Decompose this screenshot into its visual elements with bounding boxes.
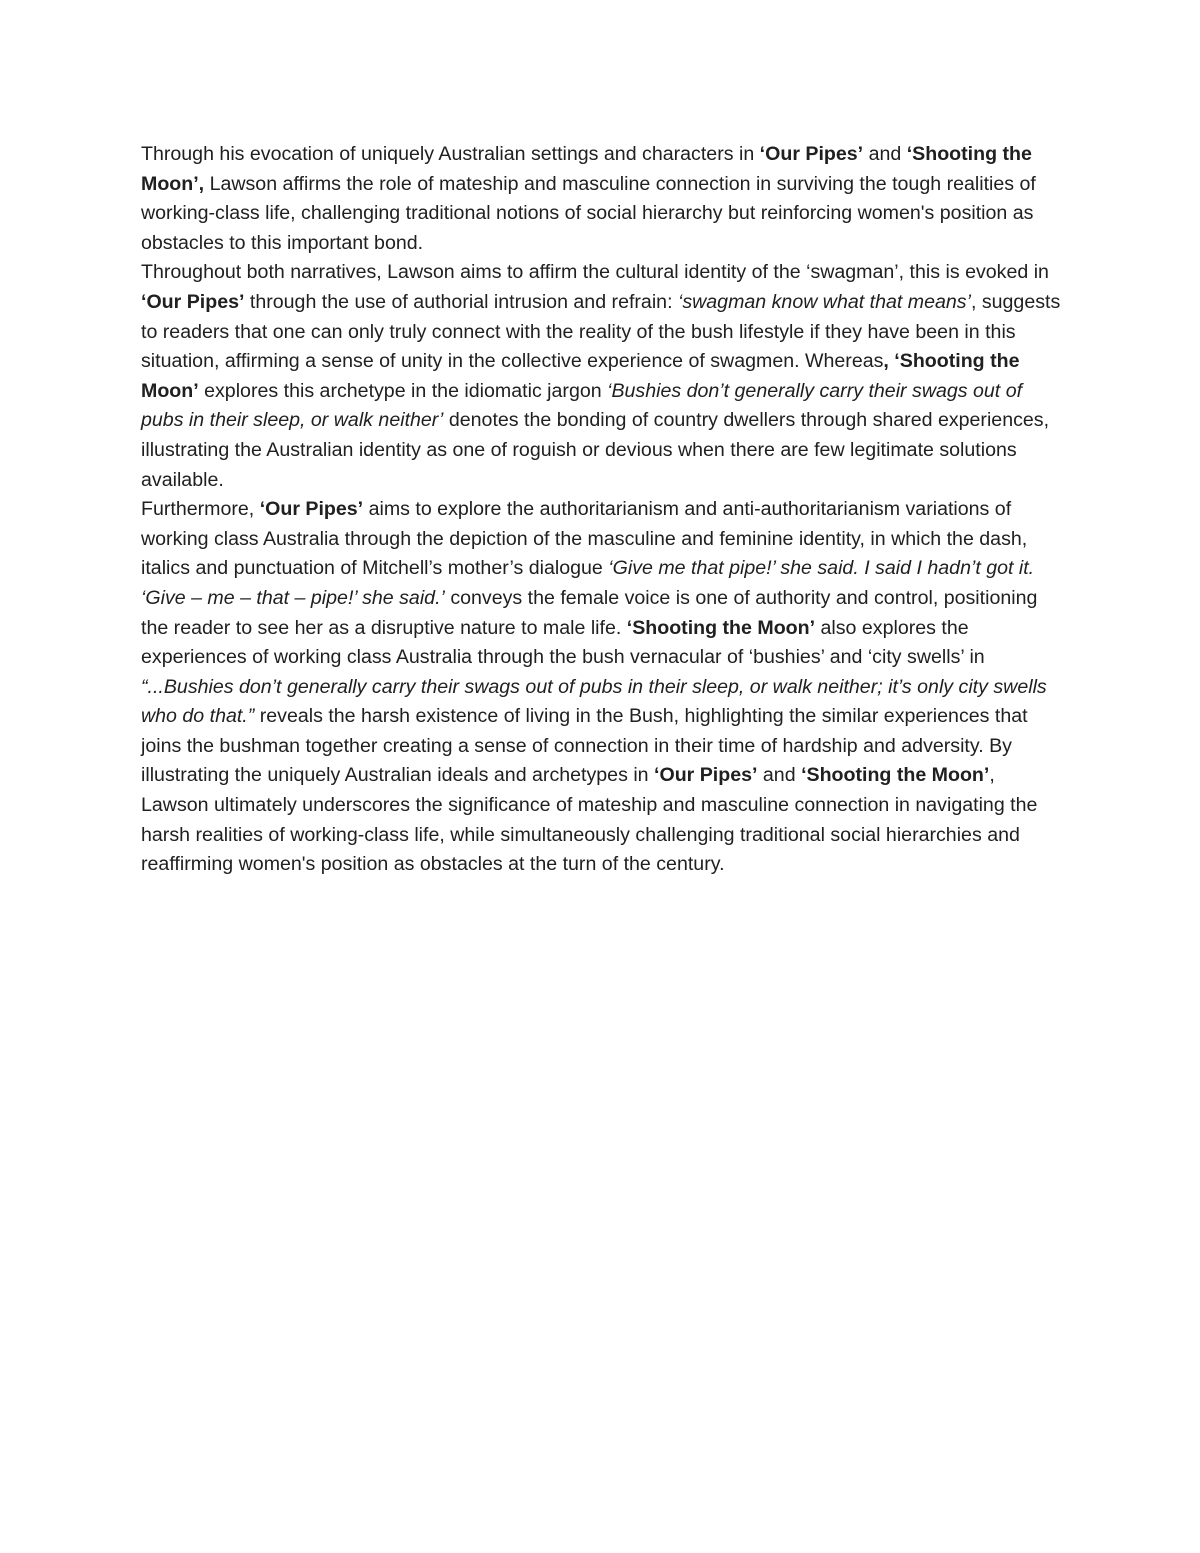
text-run: , suggests to readers that one can only truly connect with the reality of the bush lifestyle if they have been in this situation, affirming a sense of unity in the collective experience of swagmen. Whereas [141, 290, 1061, 373]
text-run: reveals the harsh existence of living in the Bush, highlighting the similar experiences that joins the bushman together creating a sense of connection in their time of hardship and adversity. By illustrating the uniquely Australian ideals and archetypes in [141, 705, 1028, 787]
text-run: and [863, 143, 907, 165]
bold-title-run: ‘Shooting the Moon’, [141, 143, 1032, 195]
text-run: conveys the female voice is one of authority and control, positioning the reader to see her as a disruptive nature to male life. [141, 586, 1038, 639]
text-run: through the use of authorial intrusion and refrain: [244, 290, 678, 313]
text-run: and [757, 764, 802, 787]
italic-quote-run: ‘swagman know what that means’ [677, 290, 971, 313]
text-run: Throughout both narratives, Lawson aims to affirm the cultural identity of the ‘swagman’, this is evoked in [141, 261, 1049, 284]
text-run: Furthermore, [141, 498, 260, 521]
text-run: Lawson affirms the role of mateship and masculine connection in surviving the tough realities of working-class life, challenging traditional notions of social hierarchy but reinforcing women's position as obstacles to this important bond. [141, 172, 1036, 254]
italic-quote-run: ‘Give me that pipe!’ she said. I said I hadn’t got it. ‘Give – me – that – pipe!’ she said.’ [141, 557, 1035, 609]
essay-paragraph [141, 258, 1063, 495]
text-run: also explores the experiences of working class Australia through the bush vernacular of ‘bushies’ and ‘city swells’ in [141, 616, 985, 669]
text-run: denotes the bonding of country dwellers through shared experiences, illustrating the Australian identity as one of roguish or devious when there are few legitimate solutions available. [141, 409, 1050, 491]
bold-title-run: ‘Shooting the Moon’ [801, 764, 990, 787]
bold-title-run: ‘Our Pipes’ [654, 764, 758, 787]
italic-quote-run: ‘Bushies don’t generally carry their swags out of pubs in their sleep, or walk neither’ [141, 379, 1023, 432]
essay-paragraph [141, 140, 1063, 258]
bold-title-run: ‘Our Pipes’ [141, 290, 245, 313]
text-run: aims to explore the authoritarianism and anti-authoritarianism variations of working class Australia through the depiction of the masculine and feminine identity, in which the dash, italics and punctuation of Mitchell’s mother’s dialogue [141, 498, 1028, 580]
bold-title-run: ‘Our Pipes’ [259, 498, 364, 521]
text-run: explores this archetype in the idiomatic jargon [198, 379, 608, 402]
essay-body [141, 140, 1063, 880]
essay-paragraph [141, 495, 1063, 880]
italic-quote-run: “...Bushies don’t generally carry their swags out of pubs in their sleep, or walk neither; it’s only city swells who do that.” [141, 675, 1047, 728]
text-run: , Lawson ultimately underscores the significance of mateship and masculine connection in navigating the harsh realities of working-class life, while simultaneously challenging traditional social hierarchies and reaffirming women's position as obstacles at the turn of the century. [141, 764, 1038, 876]
bold-title-run: ‘Our Pipes’ [759, 143, 864, 165]
bold-title-run: ‘Shooting the Moon’ [626, 616, 816, 639]
text-run: Through his evocation of uniquely Australian settings and characters in [141, 143, 760, 165]
bold-title-run: , ‘Shooting the Moon’ [141, 350, 1020, 402]
